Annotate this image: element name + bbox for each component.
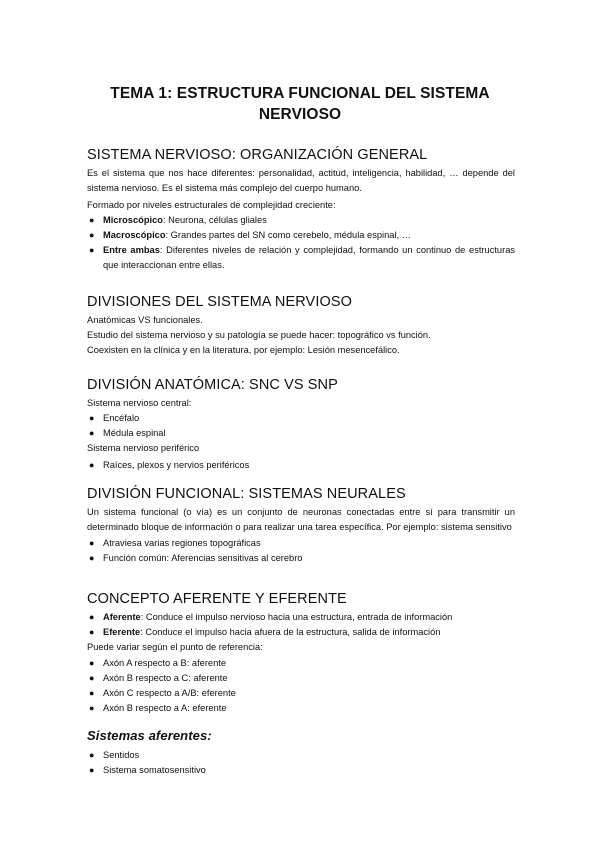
bullet-icon: ●	[89, 230, 95, 240]
paragraph: Sistema nervioso central:	[87, 398, 192, 408]
list-item	[87, 411, 515, 426]
list-item-term: Aferente	[103, 612, 141, 622]
list-item	[87, 671, 515, 686]
list-item	[87, 458, 515, 473]
bullet-icon: ●	[89, 245, 95, 255]
list-item	[87, 656, 515, 671]
list-item	[87, 213, 515, 228]
bullet-list	[87, 656, 515, 716]
list-item	[87, 748, 515, 763]
bullet-icon: ●	[89, 460, 95, 470]
title-line-1: TEMA 1: ESTRUCTURA FUNCIONAL DEL SISTEMA	[110, 85, 490, 102]
bullet-icon: ●	[89, 765, 95, 775]
paragraph: Anatómicas VS funcionales.	[87, 315, 203, 325]
bullet-icon: ●	[89, 658, 95, 668]
bullet-list	[87, 213, 515, 273]
list-item	[87, 701, 515, 716]
bullet-list	[87, 748, 515, 778]
bullet-icon: ●	[89, 688, 95, 698]
section-heading: SISTEMA NERVIOSO: ORGANIZACIÓN GENERAL	[87, 147, 428, 163]
list-item-text: Encéfalo	[103, 413, 140, 423]
list-item-text: : Conduce el impulso hacia afuera de la estructura, salida de información	[140, 627, 441, 637]
section-organizacion-general	[87, 146, 515, 273]
list-item-term: Eferente	[103, 627, 141, 637]
list-item-term: Macroscópico	[103, 230, 166, 240]
list-item	[87, 610, 515, 625]
section-sistemas-aferentes	[87, 727, 515, 778]
paragraph: Un sistema funcional (o vía) es un conjunto de neuronas conectadas entre sí para transmitir un determinado bloque de información o para realizar una tarea específica. Por ejemplo: sistema sensitivo	[87, 507, 515, 532]
bullet-icon: ●	[89, 215, 95, 225]
bullet-list	[87, 536, 515, 566]
list-item-term: Entre ambas	[103, 245, 160, 255]
list-item	[87, 228, 515, 243]
list-item-text: : Grandes partes del SN como cerebelo, médula espinal, …	[165, 230, 411, 240]
list-item-text: Función común: Aferencias sensitivas al cerebro	[103, 553, 303, 563]
section-heading: CONCEPTO AFERENTE Y EFERENTE	[87, 591, 347, 607]
list-item-text: Axón A respecto a B: aferente	[103, 658, 227, 668]
list-item-text: Axón C respecto a A/B: eferente	[103, 688, 236, 698]
list-item	[87, 763, 515, 778]
bullet-icon: ●	[89, 428, 95, 438]
bullet-list	[87, 411, 515, 441]
section-division-funcional	[87, 485, 515, 566]
section-division-anatomica	[87, 376, 515, 473]
list-item	[87, 243, 515, 273]
list-item	[87, 686, 515, 701]
list-item	[87, 551, 515, 566]
list-item-text: Sentidos	[103, 750, 140, 760]
list-item	[87, 536, 515, 551]
bullet-icon: ●	[89, 612, 95, 622]
page-title	[0, 83, 600, 125]
title-line-2: NERVIOSO	[258, 106, 342, 123]
list-item	[87, 625, 515, 640]
section-divisiones	[87, 293, 515, 358]
bullet-icon: ●	[89, 538, 95, 548]
paragraph: Sistema nervioso periférico	[87, 443, 200, 453]
section-heading: DIVISIONES DEL SISTEMA NERVIOSO	[87, 294, 352, 310]
bullet-icon: ●	[89, 673, 95, 683]
bullet-icon: ●	[89, 703, 95, 713]
list-item-text: Axón B respecto a A: eferente	[103, 703, 227, 713]
list-item-text: Médula espinal	[103, 428, 166, 438]
paragraph: Es el sistema que nos hace diferentes: personalidad, actitud, inteligencia, habilidad, … depende del sistema nervioso. Es el sistema más complejo del cuerpo humano.	[87, 168, 515, 193]
list-item-text: Sistema somatosensitivo	[103, 765, 206, 775]
section-aferente-eferente	[87, 590, 515, 716]
bullet-icon: ●	[89, 750, 95, 760]
list-item-text: Axón B respecto a C: aferente	[103, 673, 228, 683]
bullet-list	[87, 458, 515, 473]
list-item-term: Microscópico	[103, 215, 163, 225]
section-heading: Sistemas aferentes:	[87, 728, 212, 743]
list-item-text: : Diferentes niveles de relación y complejidad, formando un continuo de estructuras que interaccionan entre ellas.	[103, 245, 516, 270]
paragraph: Puede variar según el punto de referencia:	[87, 642, 263, 652]
paragraph: Formado por niveles estructurales de complejidad creciente:	[87, 200, 336, 210]
bullet-list	[87, 610, 515, 640]
list-item-text: Atraviesa varias regiones topográficas	[103, 538, 261, 548]
section-heading: DIVISIÓN ANATÓMICA: SNC VS SNP	[87, 377, 338, 393]
list-item-text: : Conduce el impulso nervioso hacia una estructura, entrada de información	[140, 612, 453, 622]
list-item	[87, 426, 515, 441]
list-item-text: : Neurona, células gliales	[162, 215, 267, 225]
section-heading: DIVISIÓN FUNCIONAL: SISTEMAS NEURALES	[87, 486, 406, 502]
list-item-text: Raíces, plexos y nervios periféricos	[103, 460, 250, 470]
bullet-icon: ●	[89, 627, 95, 637]
bullet-icon: ●	[89, 413, 95, 423]
paragraph: Estudio del sistema nervioso y su patología se puede hacer: topográfico vs función.	[87, 330, 431, 340]
paragraph: Coexisten en la clínica y en la literatura, por ejemplo: Lesión mesencefálico.	[87, 345, 400, 355]
bullet-icon: ●	[89, 553, 95, 563]
